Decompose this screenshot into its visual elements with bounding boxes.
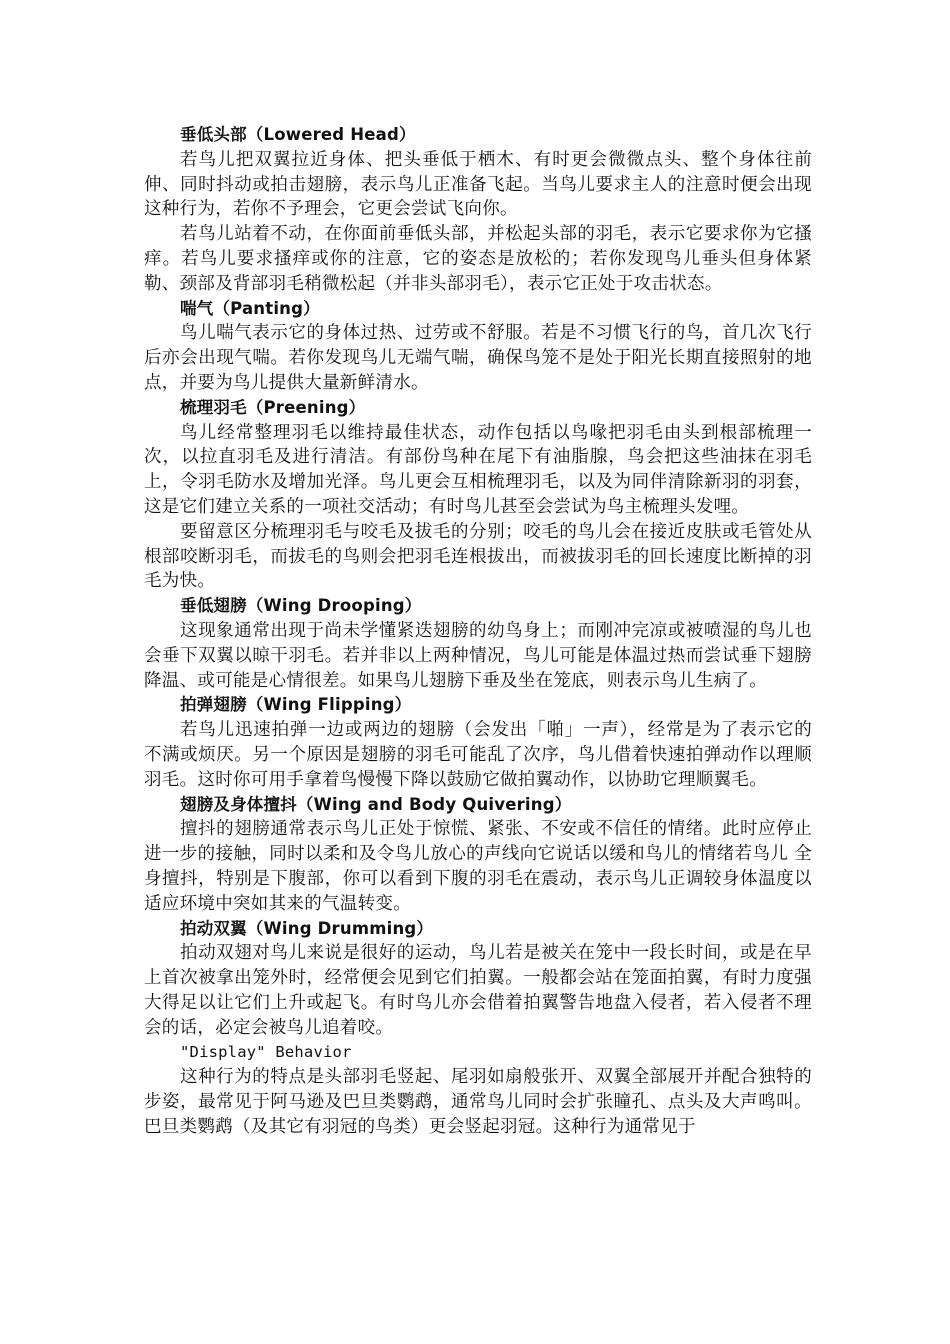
paragraph: 擅抖的翅膀通常表示鸟儿正处于惊慌、紧张、不安或不信任的情绪。此时应停止进一步的接触，同时以柔和及令鸟儿放心的声线向它说话以缓和鸟儿的情绪若鸟儿 全身擅抖，特别是下腹部，你可以看到下腹的羽毛在震动，表示鸟儿正调较身体温度以适应环境中突如其来的气温转变。 [144,819,812,914]
section-panting [144,297,812,396]
section-heading: 喘气（Panting） [180,298,320,318]
section-lowered-head [144,123,812,297]
section-preening [144,396,812,594]
paragraph: 这现象通常出现于尚未学懂紧迭翅膀的幼鸟身上；而刚冲完凉或被喷湿的鸟儿也会垂下双翼以晾干羽毛。若并非以上两种情况，鸟儿可能是体温过热而尝试垂下翅膀降温、或可能是心情很差。如果鸟儿翅膀下垂及坐在笼底，则表示鸟儿生病了。 [144,620,812,691]
section-heading: 垂低翅膀（Wing Drooping） [180,596,422,616]
section-wing-flipping [144,693,812,792]
section-wing-drooping [144,594,812,693]
section-heading: 翅膀及身体擅抖（Wing and Body Quivering） [180,794,572,814]
section-wing-body-quivering [144,793,812,917]
paragraph: 鸟儿喘气表示它的身体过热、过劳或不舒服。若是不习惯飞行的鸟，首几次飞行后亦会出现气喘。若你发现鸟儿无端气喘，确保鸟笼不是处于阳光长期直接照射的地点，并要为鸟儿提供大量新鲜清水。 [144,323,812,393]
document-body [144,123,812,1140]
section-display-behavior [144,1040,812,1139]
paragraph: 拍动双翅对鸟儿来说是很好的运动，鸟儿若是被关在笼中一段长时间，或是在早上首次被拿出笼外时，经常便会见到它们拍翼。一般都会站在笼面拍翼，有时力度强大得足以让它们上升或起飞。有时鸟儿亦会借着拍翼警告地盘入侵者，若入侵者不理会的话，必定会被鸟儿追着咬。 [144,943,812,1038]
section-heading: 拍弹翅膀（Wing Flipping） [180,695,412,715]
paragraph: 若鸟儿把双翼拉近身体、把头垂低于栖木、有时更会微微点头、整个身体往前伸、同时抖动或拍击翅膀，表示鸟儿正准备飞起。当鸟儿要求主人的注意时便会出现这种行为，若你不予理会，它更会尝试飞向你。 [144,149,812,220]
paragraph: 若鸟儿迅速拍弹一边或两边的翅膀（会发出「啪」一声），经常是为了表示它的不满或烦厌。另一个原因是翅膀的羽毛可能乱了次序，鸟儿借着快速拍弹动作以理顺羽毛。这时你可用手拿着鸟慢慢下降以鼓励它做拍翼动作，以协助它理顺翼毛。 [144,720,812,790]
paragraph: 若鸟儿站着不动，在你面前垂低头部，并松起头部的羽毛，表示它要求你为它搔痒。若鸟儿要求搔痒或你的注意，它的姿态是放松的；若你发现鸟儿垂头但身体紧勒、颈部及背部羽毛稍微松起（并非头部羽毛），表示它正处于攻击状态。 [144,224,812,294]
section-wing-drumming [144,917,812,1041]
paragraph: 这种行为的特点是头部羽毛竖起、尾羽如扇般张开、双翼全部展开并配合独特的步姿，最常见于阿马逊及巴旦类鹦鹉，通常鸟儿同时会扩张瞳孔、点头及大声鸣叫。 巴旦类鹦鹉（及其它有羽冠的鸟类）更会竖起羽冠。这种行为通常见于 [144,1067,812,1137]
section-heading: 垂低头部（Lowered Head） [180,125,416,144]
paragraph: 要留意区分梳理羽毛与咬毛及拔毛的分别；咬毛的鸟儿会在接近皮肤或毛管处从根部咬断羽毛，而拔毛的鸟则会把羽毛连根拔出，而被拔羽毛的回长速度比断掉的羽毛为快。 [144,521,812,592]
section-heading: "Display" Behavior [180,1043,352,1062]
section-heading: 拍动双翼（Wing Drumming） [180,918,434,938]
section-heading: 梳理羽毛（Preening） [180,397,366,417]
paragraph: 鸟儿经常整理羽毛以维持最佳状态，动作包括以鸟喙把羽毛由头到根部梳理一次，以拉直羽毛及进行清洁。有部份鸟种在尾下有油脂腺，鸟会把这些油抹在羽毛上，令羽毛防水及增加光泽。鸟儿更会互相梳理羽毛，以及为同伴清除新羽的羽套，这是它们建立关系的一项社交活动；有时鸟儿甚至会尝试为鸟主梳理头发哩。 [144,422,812,517]
